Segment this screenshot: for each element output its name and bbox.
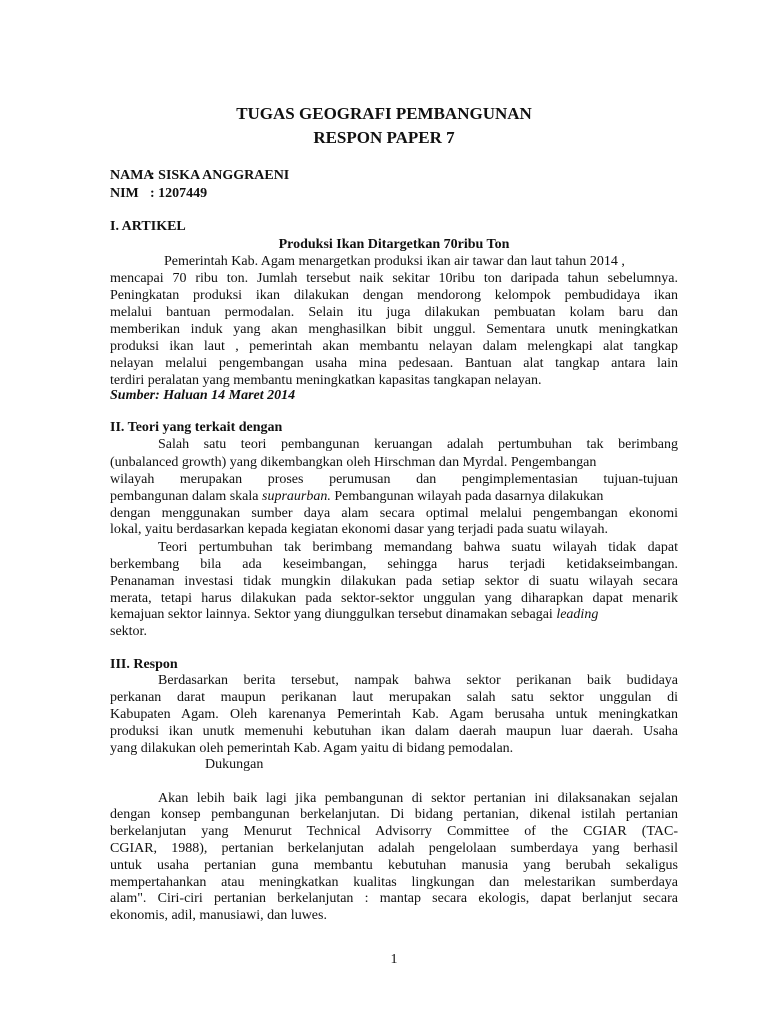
paragraph-line: terdiri peralatan yang membantu meningkatkan kapasitas tangkapan nelayan.: [110, 373, 542, 388]
article-source: Sumber: Haluan 14 Maret 2014: [110, 388, 296, 403]
paragraph-line: dengan menggunakan sumber daya alam secara optimal melalui pengembangan ekonomi: [110, 506, 678, 521]
dukungan-label: Dukungan: [205, 757, 264, 772]
paragraph-line: Pemerintah Kab. Agam menargetkan produksi ikan air tawar dan laut tahun 2014 ,: [164, 254, 625, 269]
paragraph-line: berkelanjutan yang Menurut Technical Advisorry Committee of the CGIAR (TAC-: [110, 824, 678, 839]
nim-value: : 1207449: [150, 186, 208, 201]
paragraph-line: lokal, yaitu berdasarkan kepada kegiatan ekonomi dasar yang terjadi pada suatu wilayah.: [110, 522, 608, 537]
paragraph-line: mempertahankan atau meningkatkan kualitas lingkungan dan melestarikan sumberdaya: [110, 875, 678, 890]
paragraph-line: melalui bantuan permodalan. Selain itu juga dilakukan pembuatan kolam baru dan: [110, 305, 678, 320]
paragraph-line: pembangunan dalam skala supraurban. Pembangunan wilayah pada dasarnya dilakukan: [110, 489, 604, 504]
paragraph-line: merata, tetapi harus dilakukan pada sektor-sektor unggulan yang diharapkan dapat menarik: [110, 591, 678, 606]
paragraph-line: (unbalanced growth) yang dikembangkan oleh Hirschman dan Myrdal. Pengembangan: [110, 455, 597, 470]
section-heading-respon: III. Respon: [110, 657, 178, 672]
document-title: TUGAS GEOGRAFI PEMBANGUNAN: [236, 104, 532, 123]
paragraph-line: perkanan darat maupun perikanan laut merupakan salah satu sektor unggulan di: [110, 690, 678, 705]
paragraph-line: Kabupaten Agam. Oleh karenanya Pemerintah Kab. Agam berusaha untuk meningkatkan: [110, 707, 678, 722]
paragraph-line: sektor.: [110, 624, 147, 639]
paragraph-line: produksi ikan laut , pemerintah akan membantu nelayan dalam melengkapi alat tangkap: [110, 339, 678, 354]
section-heading-artikel: I. ARTIKEL: [110, 219, 186, 234]
paragraph-line: memberikan induk yang akan menghasilkan bibit unggul. Sementara unutk meningkatkan: [110, 322, 678, 337]
nim-label: NIM: [110, 186, 139, 201]
paragraph-line: alam". Ciri-ciri pertanian berkelanjutan : mantap secara ekologis, dapat berlanjut secara: [110, 891, 678, 906]
document-subtitle: RESPON PAPER 7: [313, 128, 455, 147]
section-heading-teori: II. Teori yang terkait dengan: [110, 420, 283, 435]
paragraph-line: mencapai 70 ribu ton. Jumlah tersebut naik sekitar 10ribu ton daripada tahun sebelumnya.: [110, 271, 678, 286]
nama-value: : SISKA ANGGRAENI: [150, 168, 290, 183]
paragraph-line: untuk usaha pertanian guna membantu kebutuhan manusia yang berubah sekaligus: [110, 858, 678, 873]
paragraph-line: nelayan melalui pengembangan usaha mina pedesaan. Bantuan alat tangkap antara lain: [110, 356, 678, 371]
paragraph-line: yang dilakukan oleh pemerintah Kab. Agam yaitu di bidang pemodalan.: [110, 741, 514, 756]
paragraph-line: dengan konsep pembangunan berkelanjutan. Di bidang pertanian, dikenal istilah pertanian: [110, 807, 678, 822]
article-title: Produksi Ikan Ditargetkan 70ribu Ton: [278, 237, 510, 252]
paragraph-line: Berdasarkan berita tersebut, nampak bahwa sektor perikanan baik budidaya: [158, 673, 678, 688]
paragraph-line: Teori pertumbuhan tak berimbang memandang bahwa suatu wilayah tidak dapat: [158, 540, 678, 555]
paragraph-line: ekonomis, adil, manusiawi, dan luwes.: [110, 908, 327, 923]
paragraph-line: Salah satu teori pembangunan keruangan adalah pertumbuhan tak berimbang: [158, 437, 678, 452]
paragraph-line: Penanaman investasi tidak mungkin dilakukan pada setiap sektor di suatu wilayah secara: [110, 574, 678, 589]
paragraph-line: Peningkatan produksi ikan dilakukan dengan mendorong kelompok pembudidaya ikan: [110, 288, 678, 303]
paragraph-line: berkembang bila ada keseimbangan, sehingga harus terjadi ketidakseimbangan.: [110, 557, 678, 572]
paragraph-line: kemajuan sektor lainnya. Sektor yang diunggulkan tersebut dinamakan sebagai leading: [110, 607, 599, 622]
paragraph-line: CGIAR, 1988), pertanian berkelanjutan adalah pengelolaan sumberdaya yang berhasil: [110, 841, 678, 856]
paragraph-line: wilayah merupakan proses perumusan dan pengimplementasian tujuan-tujuan: [110, 472, 678, 487]
paragraph-line: produksi ikan unutk memenuhi kebutuhan ikan dalam daerah maupun luar daerah. Usaha: [110, 724, 678, 739]
paragraph-line: Akan lebih baik lagi jika pembangunan di sektor pertanian ini dilaksanakan sejalan: [158, 791, 678, 806]
page-number: 1: [390, 952, 398, 967]
nama-label: NAMA: [110, 168, 154, 183]
